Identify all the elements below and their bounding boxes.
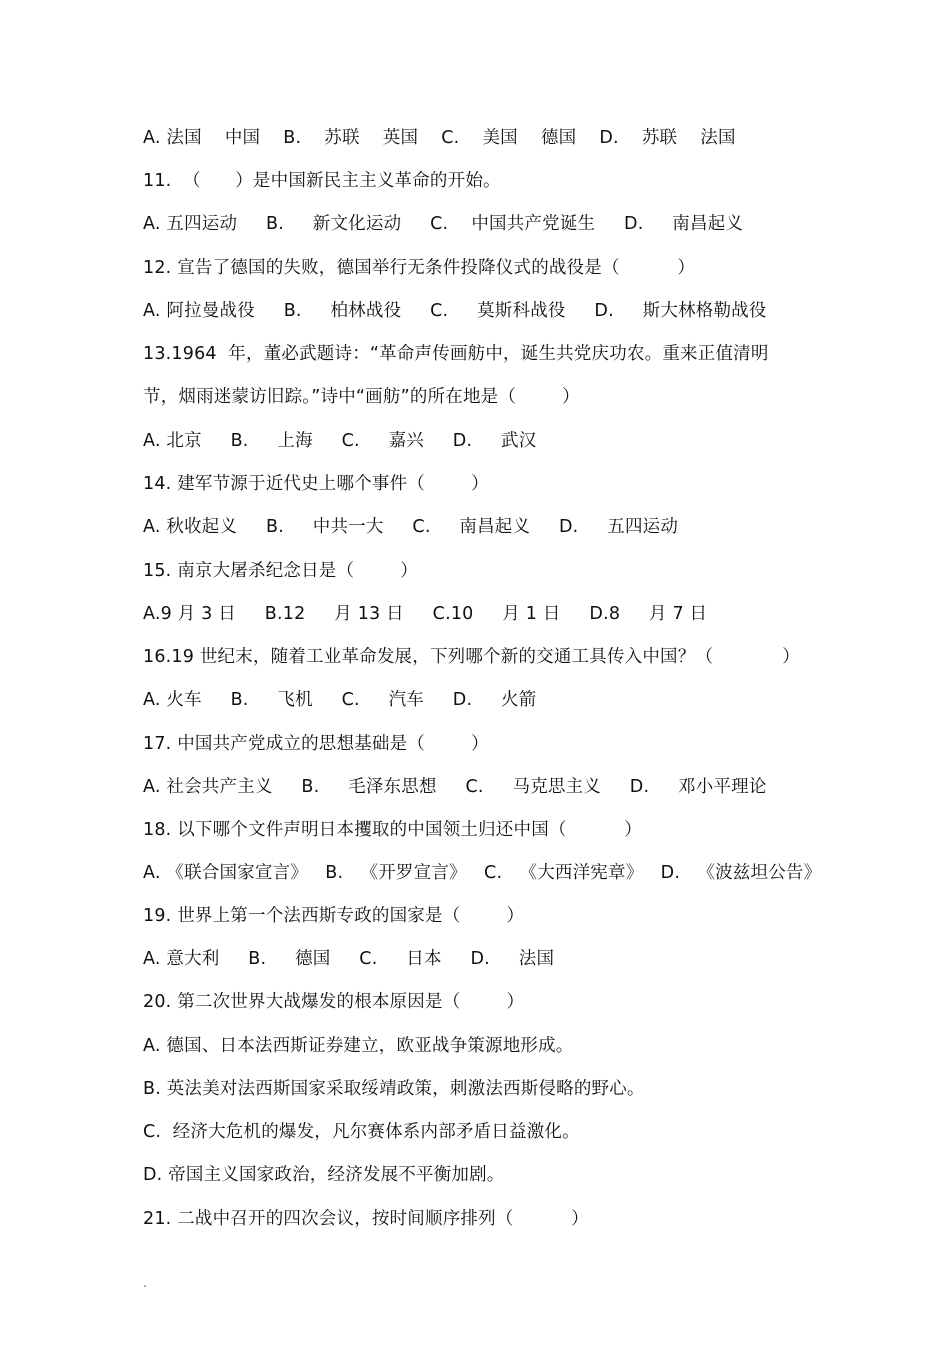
q19-options: A. 意大利 B. 德国 C. 日本 D. 法国 bbox=[143, 949, 555, 969]
q12-question: 12. 宣告了德国的失败，德国举行无条件投降仪式的战役是（ ） bbox=[143, 258, 696, 278]
q14-options: A. 秋收起义 B. 中共一大 C. 南昌起义 D. 五四运动 bbox=[143, 517, 679, 537]
q11-question: 11. （ ）是中国新民主主义革命的开始。 bbox=[143, 171, 501, 191]
q18-question: 18. 以下哪个文件声明日本攫取的中国领土归还中国（ ） bbox=[143, 820, 642, 840]
q15-options: A.9 月 3 日 B.12 月 13 日 C.10 月 1 日 D.8 月 7 日 bbox=[143, 604, 708, 624]
q10-options: A. 法国 中国 B. 苏联 英国 C. 美国 德国 D. 苏联 法国 bbox=[143, 128, 736, 148]
q13-options: A. 北京 B. 上海 C. 嘉兴 D. 武汉 bbox=[143, 431, 537, 451]
q17-question: 17. 中国共产党成立的思想基础是（ ） bbox=[143, 734, 489, 754]
q18-options: A. 《联合国家宣言》 B. 《开罗宣言》 C. 《大西洋宪章》 D. 《波兹坦公告》 bbox=[143, 863, 822, 883]
q16-question: 16.19 世纪末，随着工业革命发展，下列哪个新的交通工具传入中国？（ ） bbox=[143, 647, 801, 667]
q14-question: 14. 建军节源于近代史上哪个事件（ ） bbox=[143, 474, 489, 494]
q13-question-line2: 节，烟雨迷蒙访旧踪。”诗中“画舫”的所在地是（ ） bbox=[143, 387, 580, 407]
q12-options: A. 阿拉曼战役 B. 柏林战役 C. 莫斯科战役 D. 斯大林格勒战役 bbox=[143, 301, 767, 321]
q15-question: 15. 南京大屠杀纪念日是（ ） bbox=[143, 561, 418, 581]
q20-option-d: D. 帝国主义国家政治，经济发展不平衡加剧。 bbox=[143, 1165, 505, 1185]
q20-option-b: B. 英法美对法西斯国家采取绥靖政策，刺激法西斯侵略的野心。 bbox=[143, 1079, 645, 1099]
q20-question: 20. 第二次世界大战爆发的根本原因是（ ） bbox=[143, 992, 525, 1012]
q13-question-line1: 13.1964 年，董必武题诗：“革命声传画舫中，诞生共党庆功农。重来正值清明 bbox=[143, 344, 769, 364]
q17-options: A. 社会共产主义 B. 毛泽东思想 C. 马克思主义 D. 邓小平理论 bbox=[143, 777, 767, 797]
q16-options: A. 火车 B. 飞机 C. 汽车 D. 火箭 bbox=[143, 690, 537, 710]
q19-question: 19. 世界上第一个法西斯专政的国家是（ ） bbox=[143, 906, 525, 926]
q21-question: 21. 二战中召开的四次会议，按时间顺序排列（ ） bbox=[143, 1209, 589, 1229]
q20-option-a: A. 德国、日本法西斯证券建立，欧亚战争策源地形成。 bbox=[143, 1036, 574, 1056]
q11-options: A. 五四运动 B. 新文化运动 C. 中国共产党诞生 D. 南昌起义 bbox=[143, 214, 744, 234]
footer-mark: . bbox=[143, 1276, 147, 1290]
q20-option-c: C. 经济大危机的爆发，凡尔赛体系内部矛盾日益激化。 bbox=[143, 1122, 580, 1142]
